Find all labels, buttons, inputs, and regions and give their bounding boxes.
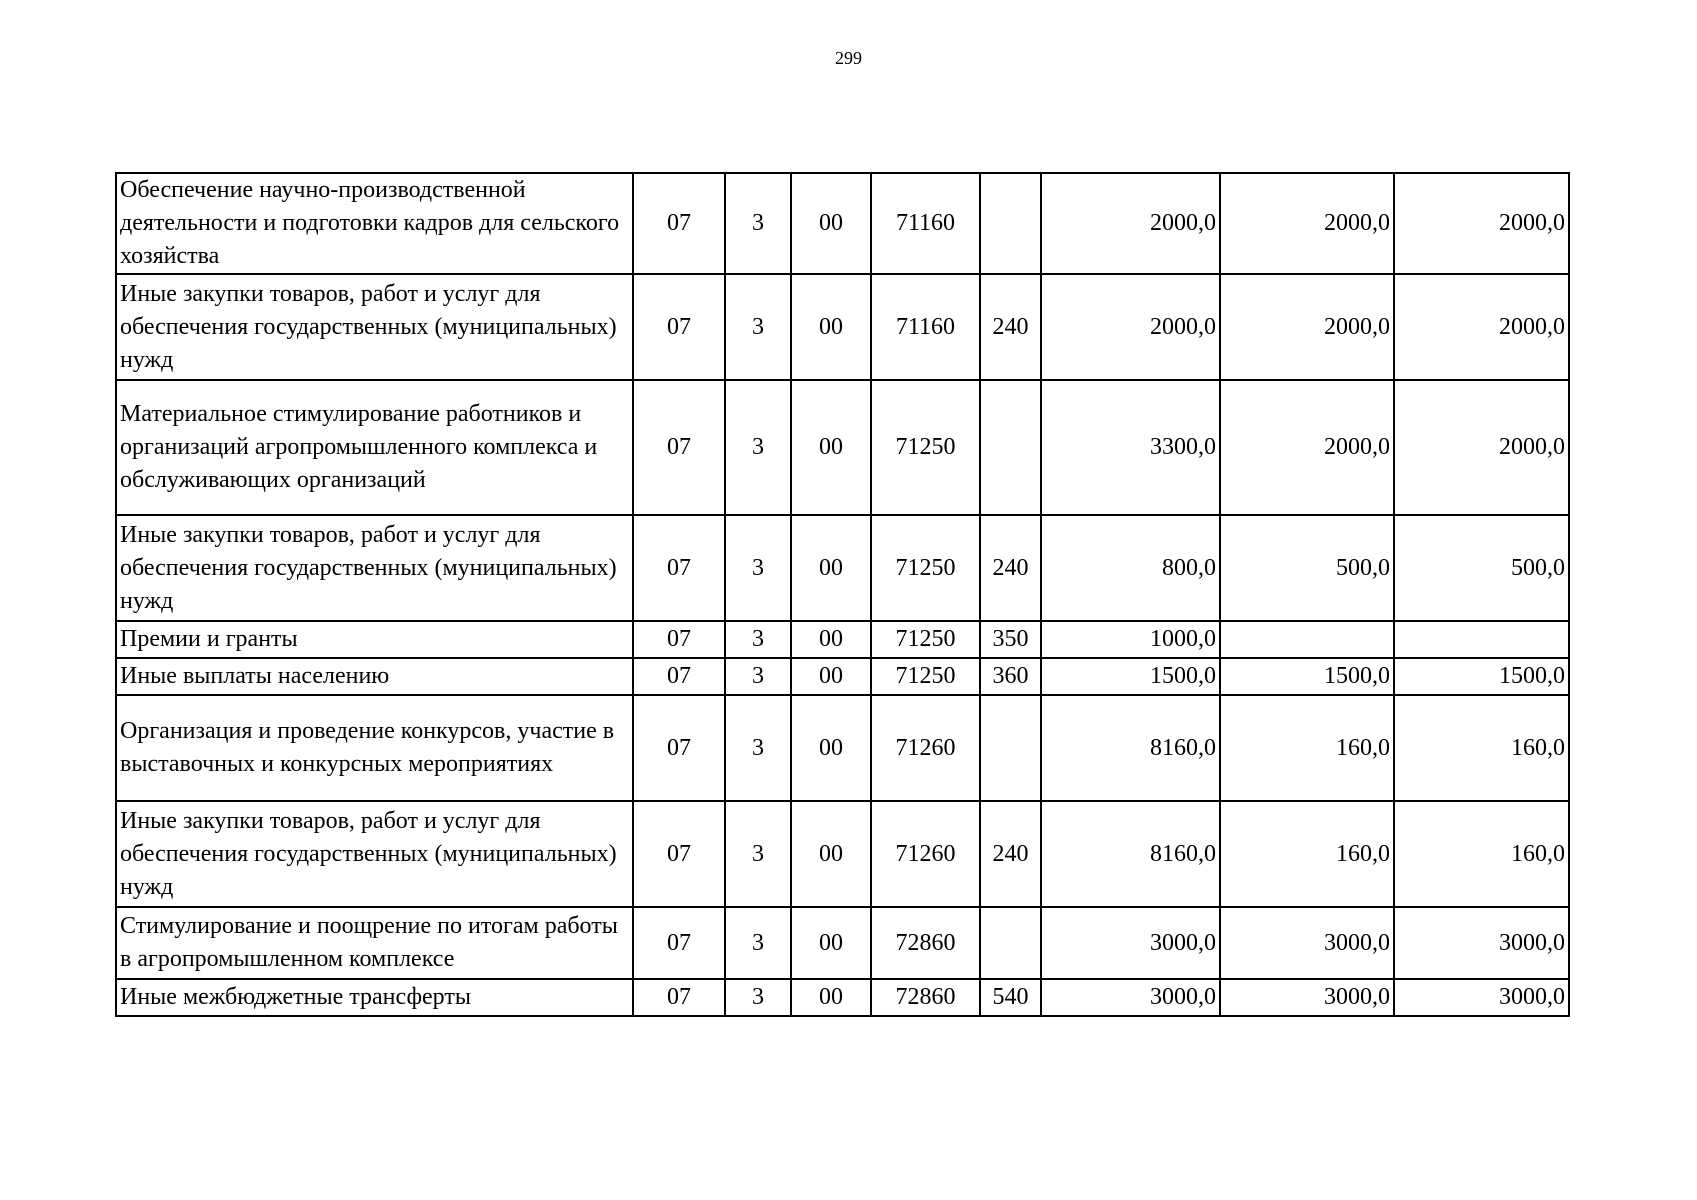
- program-code: 3: [725, 380, 791, 515]
- expense-type-code: 240: [980, 801, 1041, 907]
- amount-3: 500,0: [1394, 515, 1569, 621]
- amount-2: 500,0: [1220, 515, 1394, 621]
- row-name: Обеспечение научно-производственной деятельности и подготовки кадров для сельского хозяйства: [116, 173, 633, 274]
- amount-3: 160,0: [1394, 695, 1569, 801]
- amount-3: 2000,0: [1394, 380, 1569, 515]
- amount-2: 1500,0: [1220, 658, 1394, 695]
- section-code: 07: [633, 274, 725, 380]
- subprogram-code: 00: [791, 907, 871, 979]
- amount-1: 3300,0: [1041, 380, 1220, 515]
- amount-1: 2000,0: [1041, 173, 1220, 274]
- amount-2: 3000,0: [1220, 907, 1394, 979]
- subprogram-code: 00: [791, 801, 871, 907]
- amount-2: 2000,0: [1220, 274, 1394, 380]
- table-row: [116, 515, 1569, 621]
- amount-1: 3000,0: [1041, 907, 1220, 979]
- section-code: 07: [633, 621, 725, 658]
- amount-3: 3000,0: [1394, 979, 1569, 1016]
- table-row: [116, 907, 1569, 979]
- program-code: 3: [725, 695, 791, 801]
- subprogram-code: 00: [791, 515, 871, 621]
- section-code: 07: [633, 907, 725, 979]
- amount-1: 1000,0: [1041, 621, 1220, 658]
- program-code: 3: [725, 801, 791, 907]
- table-row: [116, 979, 1569, 1016]
- program-code: 3: [725, 621, 791, 658]
- amount-1: 3000,0: [1041, 979, 1220, 1016]
- expense-type-code: 540: [980, 979, 1041, 1016]
- expense-type-code: [980, 695, 1041, 801]
- subprogram-code: 00: [791, 621, 871, 658]
- target-article-code: 71250: [871, 621, 980, 658]
- subprogram-code: 00: [791, 658, 871, 695]
- table-row: [116, 695, 1569, 801]
- section-code: 07: [633, 801, 725, 907]
- amount-3: 3000,0: [1394, 907, 1569, 979]
- expense-type-code: [980, 173, 1041, 274]
- amount-2: [1220, 621, 1394, 658]
- row-name: Иные закупки товаров, работ и услуг для обеспечения государственных (муниципальных) нужд: [116, 274, 633, 380]
- subprogram-code: 00: [791, 274, 871, 380]
- section-code: 07: [633, 695, 725, 801]
- section-code: 07: [633, 380, 725, 515]
- subprogram-code: 00: [791, 380, 871, 515]
- amount-3: 160,0: [1394, 801, 1569, 907]
- expense-type-code: 350: [980, 621, 1041, 658]
- section-code: 07: [633, 658, 725, 695]
- program-code: 3: [725, 274, 791, 380]
- section-code: 07: [633, 515, 725, 621]
- target-article-code: 71260: [871, 801, 980, 907]
- subprogram-code: 00: [791, 979, 871, 1016]
- amount-2: 160,0: [1220, 695, 1394, 801]
- expense-type-code: 360: [980, 658, 1041, 695]
- budget-table: [115, 172, 1570, 1017]
- target-article-code: 71250: [871, 658, 980, 695]
- amount-3: 2000,0: [1394, 173, 1569, 274]
- row-name: Иные закупки товаров, работ и услуг для обеспечения государственных (муниципальных) нужд: [116, 801, 633, 907]
- row-name: Материальное стимулирование работников и организаций агропромышленного комплекса и обслуживающих организаций: [116, 380, 633, 515]
- amount-1: 2000,0: [1041, 274, 1220, 380]
- table-row: [116, 173, 1569, 274]
- amount-1: 1500,0: [1041, 658, 1220, 695]
- row-name: Стимулирование и поощрение по итогам работы в агропромышленном комплексе: [116, 907, 633, 979]
- table-row: [116, 380, 1569, 515]
- program-code: 3: [725, 907, 791, 979]
- target-article-code: 72860: [871, 907, 980, 979]
- amount-3: 2000,0: [1394, 274, 1569, 380]
- amount-1: 800,0: [1041, 515, 1220, 621]
- expense-type-code: 240: [980, 515, 1041, 621]
- table-row: [116, 274, 1569, 380]
- target-article-code: 71250: [871, 515, 980, 621]
- amount-2: 160,0: [1220, 801, 1394, 907]
- amount-1: 8160,0: [1041, 801, 1220, 907]
- row-name: Иные выплаты населению: [116, 658, 633, 695]
- program-code: 3: [725, 515, 791, 621]
- row-name: Премии и гранты: [116, 621, 633, 658]
- target-article-code: 71160: [871, 274, 980, 380]
- target-article-code: 71250: [871, 380, 980, 515]
- row-name: Организация и проведение конкурсов, участие в выставочных и конкурсных мероприятиях: [116, 695, 633, 801]
- table-row: [116, 621, 1569, 658]
- row-name: Иные межбюджетные трансферты: [116, 979, 633, 1016]
- program-code: 3: [725, 979, 791, 1016]
- page-number: 299: [835, 48, 862, 68]
- expense-type-code: [980, 380, 1041, 515]
- program-code: 3: [725, 658, 791, 695]
- row-name: Иные закупки товаров, работ и услуг для обеспечения государственных (муниципальных) нужд: [116, 515, 633, 621]
- subprogram-code: 00: [791, 695, 871, 801]
- program-code: 3: [725, 173, 791, 274]
- amount-2: 2000,0: [1220, 173, 1394, 274]
- section-code: 07: [633, 979, 725, 1016]
- table-row: [116, 658, 1569, 695]
- subprogram-code: 00: [791, 173, 871, 274]
- amount-2: 3000,0: [1220, 979, 1394, 1016]
- amount-1: 8160,0: [1041, 695, 1220, 801]
- amount-3: 1500,0: [1394, 658, 1569, 695]
- amount-3: [1394, 621, 1569, 658]
- target-article-code: 72860: [871, 979, 980, 1016]
- expense-type-code: [980, 907, 1041, 979]
- section-code: 07: [633, 173, 725, 274]
- expense-type-code: 240: [980, 274, 1041, 380]
- table-row: [116, 801, 1569, 907]
- target-article-code: 71160: [871, 173, 980, 274]
- target-article-code: 71260: [871, 695, 980, 801]
- amount-2: 2000,0: [1220, 380, 1394, 515]
